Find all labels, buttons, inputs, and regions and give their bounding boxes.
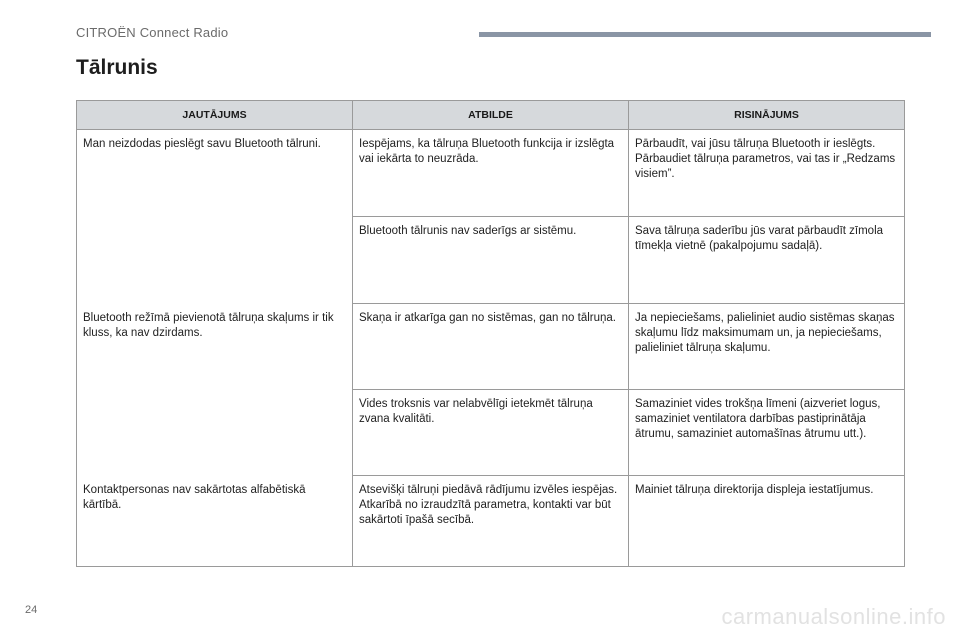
question-cell: Bluetooth režīmā pievienotā tālruņa skaļums ir tik kluss, ka nav dzirdams.	[77, 304, 353, 476]
answer-cell: Vides troksnis var nelabvēlīgi ietekmēt tālruņa zvana kvalitāti.	[353, 390, 629, 476]
question-cell: Kontaktpersonas nav sakārtotas alfabētiskā kārtībā.	[77, 476, 353, 567]
column-header-answer: ATBILDE	[353, 101, 629, 130]
watermark-text: carmanualsonline.info	[721, 604, 946, 629]
table-header-row	[77, 101, 905, 130]
table-row	[77, 130, 905, 217]
question-cell: Man neizdodas pieslēgt savu Bluetooth tālruni.	[77, 130, 353, 304]
document-header-label: CITROËN Connect Radio	[76, 25, 229, 40]
answer-cell: Bluetooth tālrunis nav saderīgs ar sistēmu.	[353, 217, 629, 304]
column-header-question: JAUTĀJUMS	[77, 101, 353, 130]
solution-cell: Ja nepieciešams, palieliniet audio sistēmas skaņas skaļumu līdz maksimumam un, ja nepieciešams, palieliniet tālruņa skaļumu.	[629, 304, 905, 390]
answer-cell: Skaņa ir atkarīga gan no sistēmas, gan no tālruņa.	[353, 304, 629, 390]
column-header-solution: RISINĀJUMS	[629, 101, 905, 130]
troubleshooting-table	[76, 100, 905, 567]
solution-cell: Pārbaudīt, vai jūsu tālruņa Bluetooth ir ieslēgts. Pārbaudiet tālruņa parametros, vai tas ir „Redzams visiem”.	[629, 130, 905, 217]
solution-cell: Sava tālruņa saderību jūs varat pārbaudīt zīmola tīmekļa vietnē (pakalpojumu sadaļā).	[629, 217, 905, 304]
solution-cell: Mainiet tālruņa direktorija displeja iestatījumus.	[629, 476, 905, 567]
page-number: 24	[25, 604, 38, 616]
answer-cell: Atsevišķi tālruņi piedāvā rādījumu izvēles iespējas. Atkarībā no izraudzītā parametra, kontakti var būt sakārtoti īpašā secībā.	[353, 476, 629, 567]
table-row	[77, 476, 905, 567]
table-row	[77, 304, 905, 390]
page-title: Tālrunis	[76, 56, 158, 79]
header-divider-bar	[479, 32, 931, 37]
answer-cell: Iespējams, ka tālruņa Bluetooth funkcija ir izslēgta vai iekārta to neuzrāda.	[353, 130, 629, 217]
solution-cell: Samaziniet vides trokšņa līmeni (aizveriet logus, samaziniet ventilatora darbības pastiprinātāja ātrumu, samaziniet automašīnas ātrumu utt.).	[629, 390, 905, 476]
